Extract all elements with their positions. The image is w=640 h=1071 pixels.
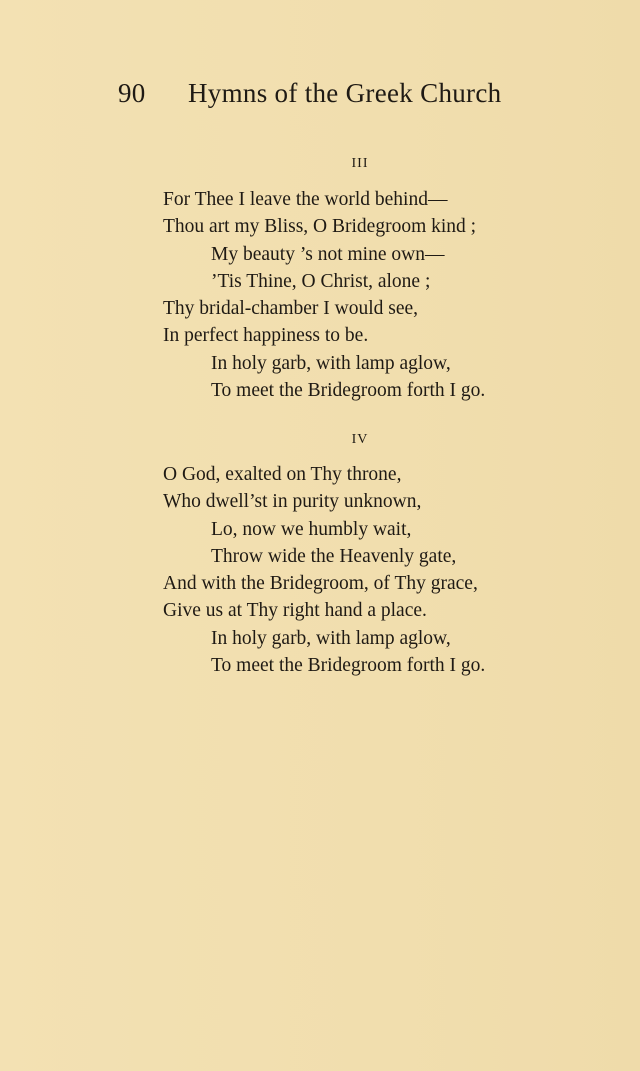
running-title: Hymns of the Greek Church — [188, 78, 502, 108]
poem-line: Thou art my Bliss, O Bridegroom kind ; — [163, 216, 477, 238]
poem-line: In holy garb, with lamp aglow, — [211, 627, 451, 649]
poem-line: To meet the Bridegroom forth I go. — [211, 380, 486, 402]
stanza-number: III — [351, 156, 369, 171]
stanza — [163, 186, 485, 404]
poem-line: Who dwell’st in purity unknown, — [163, 491, 422, 513]
page-number: 90 — [118, 78, 146, 108]
poem-line: O God, exalted on Thy throne, — [163, 464, 402, 485]
poem-line: Throw wide the Heavenly gate, — [211, 545, 457, 567]
poem-line: For Thee I leave the world behind— — [163, 189, 448, 210]
poem-line: Give us at Thy right hand a place. — [163, 600, 427, 622]
stanza-number: IV — [351, 432, 369, 447]
poem-line: In holy garb, with lamp aglow, — [211, 352, 451, 374]
poem-line: ’Tis Thine, O Christ, alone ; — [211, 270, 431, 292]
poem-line: Thy bridal-chamber I would see, — [163, 298, 419, 320]
poem-line: In perfect happiness to be. — [163, 325, 369, 347]
poem-line: Lo, now we humbly wait, — [211, 518, 412, 540]
poem-line: My beauty ’s not mine own— — [211, 243, 445, 265]
stanza — [163, 461, 485, 679]
poem-line: And with the Bridegroom, of Thy grace, — [163, 573, 478, 595]
poem-line: To meet the Bridegroom forth I go. — [211, 655, 486, 677]
